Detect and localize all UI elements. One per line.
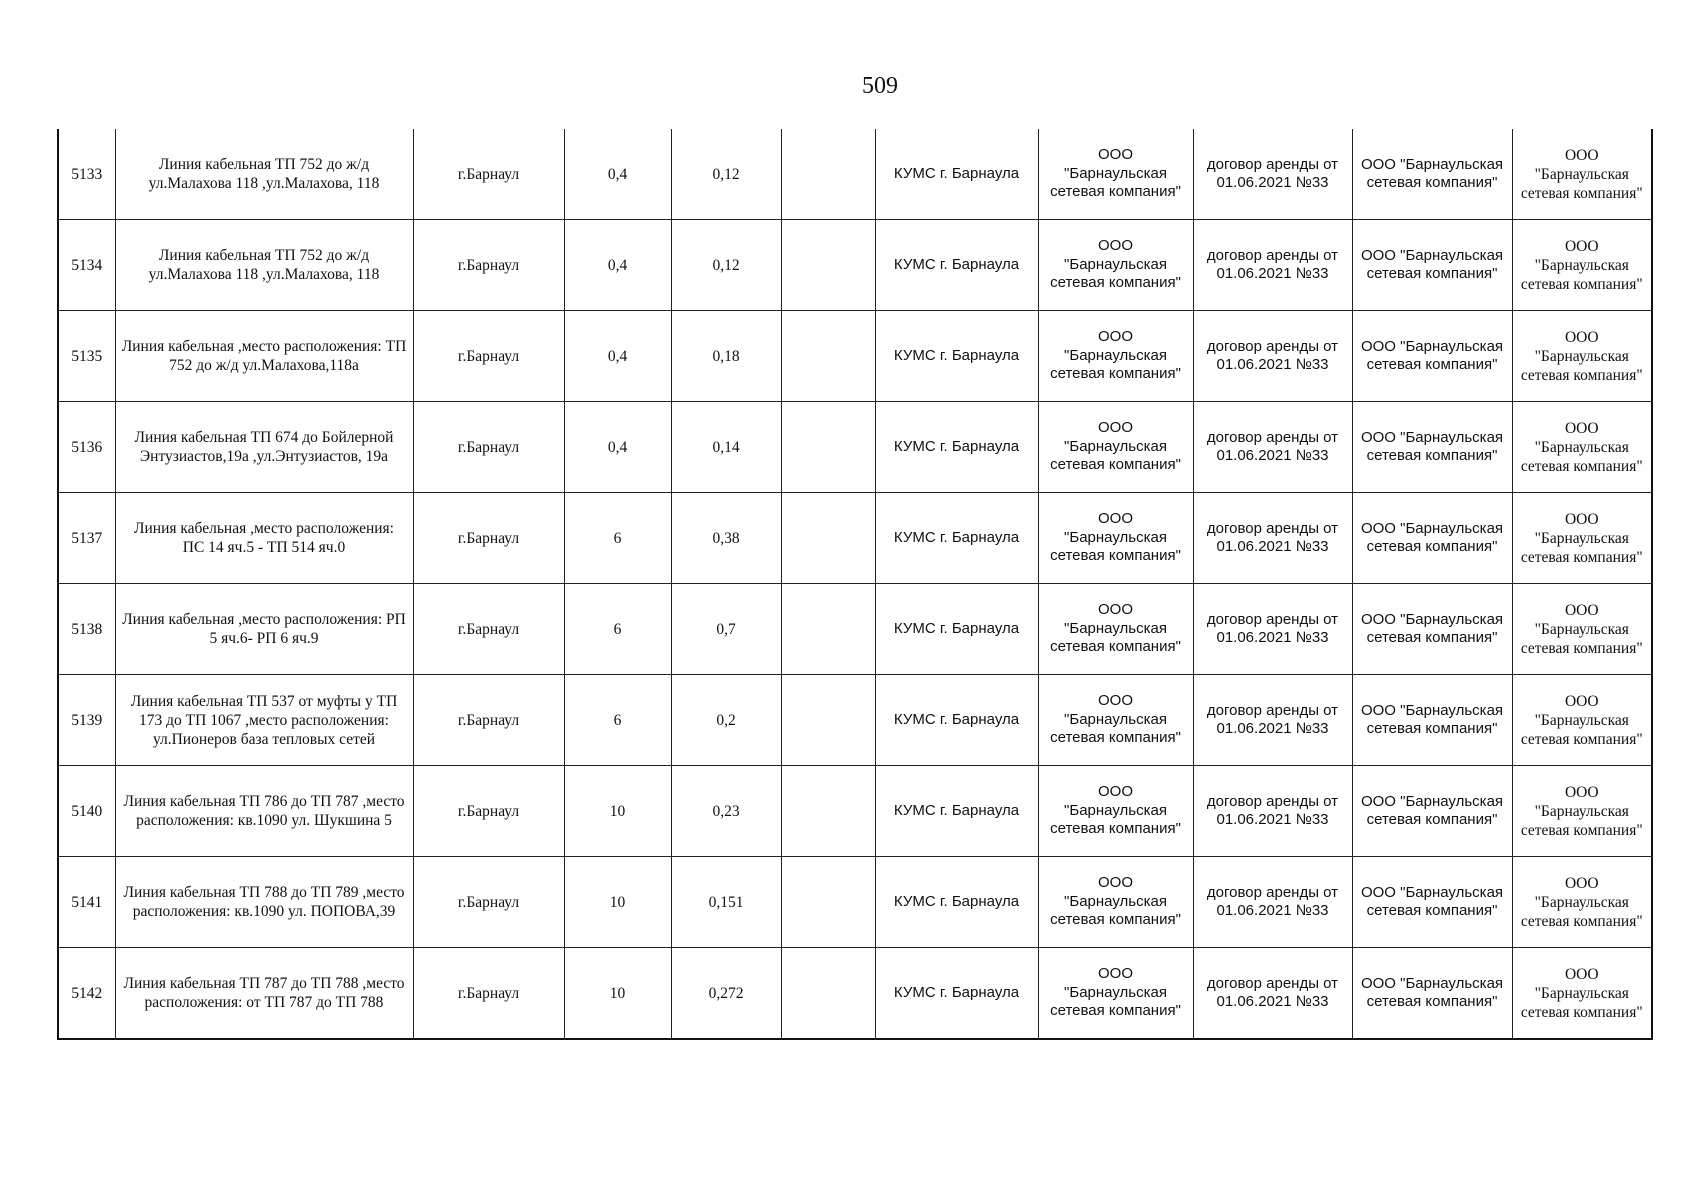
- object-name-cell: Линия кабельная ,место расположения: ПС 14 яч.5 - ТП 514 яч.0: [115, 493, 413, 584]
- location-city-cell: г.Барнаул: [413, 129, 564, 220]
- table-row: [58, 948, 1652, 1040]
- object-name-cell: Линия кабельная ТП 674 до Бойлерной Энтузиастов,19а ,ул.Энтузиастов, 19а: [115, 402, 413, 493]
- holder-name-cell: ООО "Барнаульская сетевая компания": [1038, 220, 1193, 311]
- user-name-cell: ООО "Барнаульская сетевая компания": [1512, 129, 1652, 220]
- location-city-cell: г.Барнаул: [413, 402, 564, 493]
- operator-name-cell: ООО "Барнаульская сетевая компания": [1352, 220, 1512, 311]
- row-number-cell: 5141: [58, 857, 115, 948]
- holder-name-cell: ООО "Барнаульская сетевая компания": [1038, 948, 1193, 1040]
- user-name-cell: ООО "Барнаульская сетевая компания": [1512, 584, 1652, 675]
- basis-document-cell: договор аренды от 01.06.2021 №33: [1193, 857, 1352, 948]
- object-name-cell: Линия кабельная ТП 786 до ТП 787 ,место расположения: кв.1090 ул. Шукшина 5: [115, 766, 413, 857]
- object-name-cell: Линия кабельная ТП 537 от муфты у ТП 173 до ТП 1067 ,место расположения: ул.Пионеров база тепловых сетей: [115, 675, 413, 766]
- holder-name-cell: ООО "Барнаульская сетевая компания": [1038, 766, 1193, 857]
- basis-document-cell: договор аренды от 01.06.2021 №33: [1193, 311, 1352, 402]
- table-row: [58, 493, 1652, 584]
- voltage-value-cell: 10: [564, 766, 671, 857]
- length-value-cell: 0,12: [671, 129, 781, 220]
- voltage-value-cell: 10: [564, 857, 671, 948]
- table-row: [58, 584, 1652, 675]
- owner-name-cell: КУМС г. Барнаула: [875, 857, 1038, 948]
- operator-name-cell: ООО "Барнаульская сетевая компания": [1352, 857, 1512, 948]
- owner-name-cell: КУМС г. Барнаула: [875, 493, 1038, 584]
- holder-name-cell: ООО "Барнаульская сетевая компания": [1038, 311, 1193, 402]
- row-number-cell: 5133: [58, 129, 115, 220]
- operator-name-cell: ООО "Барнаульская сетевая компания": [1352, 493, 1512, 584]
- basis-document-cell: договор аренды от 01.06.2021 №33: [1193, 584, 1352, 675]
- voltage-value-cell: 0,4: [564, 402, 671, 493]
- owner-name-cell: КУМС г. Барнаула: [875, 402, 1038, 493]
- location-city-cell: г.Барнаул: [413, 311, 564, 402]
- basis-document-cell: договор аренды от 01.06.2021 №33: [1193, 766, 1352, 857]
- table-row: [58, 766, 1652, 857]
- object-name-cell: Линия кабельная ТП 787 до ТП 788 ,место расположения: от ТП 787 до ТП 788: [115, 948, 413, 1040]
- registry-body: [58, 129, 1652, 1039]
- row-number-cell: 5134: [58, 220, 115, 311]
- user-name-cell: ООО "Барнаульская сетевая компания": [1512, 493, 1652, 584]
- length-value-cell: 0,38: [671, 493, 781, 584]
- owner-name-cell: КУМС г. Барнаула: [875, 766, 1038, 857]
- user-name-cell: ООО "Барнаульская сетевая компания": [1512, 402, 1652, 493]
- length-value-cell: 0,18: [671, 311, 781, 402]
- object-name-cell: Линия кабельная ТП 752 до ж/д ул.Малахова 118 ,ул.Малахова, 118: [115, 220, 413, 311]
- basis-document-cell: договор аренды от 01.06.2021 №33: [1193, 402, 1352, 493]
- length-value-cell: 0,272: [671, 948, 781, 1040]
- row-number-cell: 5137: [58, 493, 115, 584]
- owner-name-cell: КУМС г. Барнаула: [875, 675, 1038, 766]
- voltage-value-cell: 6: [564, 584, 671, 675]
- object-name-cell: Линия кабельная ,место расположения: ТП 752 до ж/д ул.Малахова,118а: [115, 311, 413, 402]
- table-row: [58, 402, 1652, 493]
- row-number-cell: 5135: [58, 311, 115, 402]
- voltage-value-cell: 0,4: [564, 220, 671, 311]
- empty-cell-cell: [781, 857, 875, 948]
- user-name-cell: ООО "Барнаульская сетевая компания": [1512, 311, 1652, 402]
- basis-document-cell: договор аренды от 01.06.2021 №33: [1193, 220, 1352, 311]
- object-name-cell: Линия кабельная ,место расположения: РП 5 яч.6- РП 6 яч.9: [115, 584, 413, 675]
- user-name-cell: ООО "Барнаульская сетевая компания": [1512, 948, 1652, 1040]
- empty-cell-cell: [781, 311, 875, 402]
- location-city-cell: г.Барнаул: [413, 584, 564, 675]
- voltage-value-cell: 6: [564, 493, 671, 584]
- voltage-value-cell: 6: [564, 675, 671, 766]
- user-name-cell: ООО "Барнаульская сетевая компания": [1512, 675, 1652, 766]
- operator-name-cell: ООО "Барнаульская сетевая компания": [1352, 311, 1512, 402]
- empty-cell-cell: [781, 584, 875, 675]
- voltage-value-cell: 10: [564, 948, 671, 1040]
- object-name-cell: Линия кабельная ТП 752 до ж/д ул.Малахова 118 ,ул.Малахова, 118: [115, 129, 413, 220]
- user-name-cell: ООО "Барнаульская сетевая компания": [1512, 766, 1652, 857]
- location-city-cell: г.Барнаул: [413, 220, 564, 311]
- empty-cell-cell: [781, 129, 875, 220]
- operator-name-cell: ООО "Барнаульская сетевая компания": [1352, 402, 1512, 493]
- table-row: [58, 129, 1652, 220]
- voltage-value-cell: 0,4: [564, 311, 671, 402]
- location-city-cell: г.Барнаул: [413, 766, 564, 857]
- length-value-cell: 0,7: [671, 584, 781, 675]
- row-number-cell: 5142: [58, 948, 115, 1040]
- holder-name-cell: ООО "Барнаульская сетевая компания": [1038, 584, 1193, 675]
- row-number-cell: 5140: [58, 766, 115, 857]
- operator-name-cell: ООО "Барнаульская сетевая компания": [1352, 129, 1512, 220]
- operator-name-cell: ООО "Барнаульская сетевая компания": [1352, 948, 1512, 1040]
- registry-table: [57, 129, 1653, 1040]
- object-name-cell: Линия кабельная ТП 788 до ТП 789 ,место расположения: кв.1090 ул. ПОПОВА,39: [115, 857, 413, 948]
- holder-name-cell: ООО "Барнаульская сетевая компания": [1038, 129, 1193, 220]
- empty-cell-cell: [781, 766, 875, 857]
- basis-document-cell: договор аренды от 01.06.2021 №33: [1193, 675, 1352, 766]
- row-number-cell: 5138: [58, 584, 115, 675]
- basis-document-cell: договор аренды от 01.06.2021 №33: [1193, 948, 1352, 1040]
- table-row: [58, 220, 1652, 311]
- holder-name-cell: ООО "Барнаульская сетевая компания": [1038, 857, 1193, 948]
- voltage-value-cell: 0,4: [564, 129, 671, 220]
- location-city-cell: г.Барнаул: [413, 493, 564, 584]
- empty-cell-cell: [781, 948, 875, 1040]
- empty-cell-cell: [781, 220, 875, 311]
- owner-name-cell: КУМС г. Барнаула: [875, 129, 1038, 220]
- owner-name-cell: КУМС г. Барнаула: [875, 220, 1038, 311]
- row-number-cell: 5136: [58, 402, 115, 493]
- user-name-cell: ООО "Барнаульская сетевая компания": [1512, 220, 1652, 311]
- holder-name-cell: ООО "Барнаульская сетевая компания": [1038, 493, 1193, 584]
- operator-name-cell: ООО "Барнаульская сетевая компания": [1352, 584, 1512, 675]
- table-row: [58, 311, 1652, 402]
- empty-cell-cell: [781, 675, 875, 766]
- page-number: 509: [862, 73, 898, 99]
- length-value-cell: 0,12: [671, 220, 781, 311]
- row-number-cell: 5139: [58, 675, 115, 766]
- location-city-cell: г.Барнаул: [413, 857, 564, 948]
- user-name-cell: ООО "Барнаульская сетевая компания": [1512, 857, 1652, 948]
- owner-name-cell: КУМС г. Барнаула: [875, 948, 1038, 1040]
- operator-name-cell: ООО "Барнаульская сетевая компания": [1352, 766, 1512, 857]
- length-value-cell: 0,14: [671, 402, 781, 493]
- basis-document-cell: договор аренды от 01.06.2021 №33: [1193, 493, 1352, 584]
- location-city-cell: г.Барнаул: [413, 675, 564, 766]
- holder-name-cell: ООО "Барнаульская сетевая компания": [1038, 675, 1193, 766]
- owner-name-cell: КУМС г. Барнаула: [875, 584, 1038, 675]
- table-row: [58, 675, 1652, 766]
- length-value-cell: 0,23: [671, 766, 781, 857]
- basis-document-cell: договор аренды от 01.06.2021 №33: [1193, 129, 1352, 220]
- owner-name-cell: КУМС г. Барнаула: [875, 311, 1038, 402]
- empty-cell-cell: [781, 402, 875, 493]
- length-value-cell: 0,151: [671, 857, 781, 948]
- holder-name-cell: ООО "Барнаульская сетевая компания": [1038, 402, 1193, 493]
- operator-name-cell: ООО "Барнаульская сетевая компания": [1352, 675, 1512, 766]
- table-row: [58, 857, 1652, 948]
- location-city-cell: г.Барнаул: [413, 948, 564, 1040]
- empty-cell-cell: [781, 493, 875, 584]
- length-value-cell: 0,2: [671, 675, 781, 766]
